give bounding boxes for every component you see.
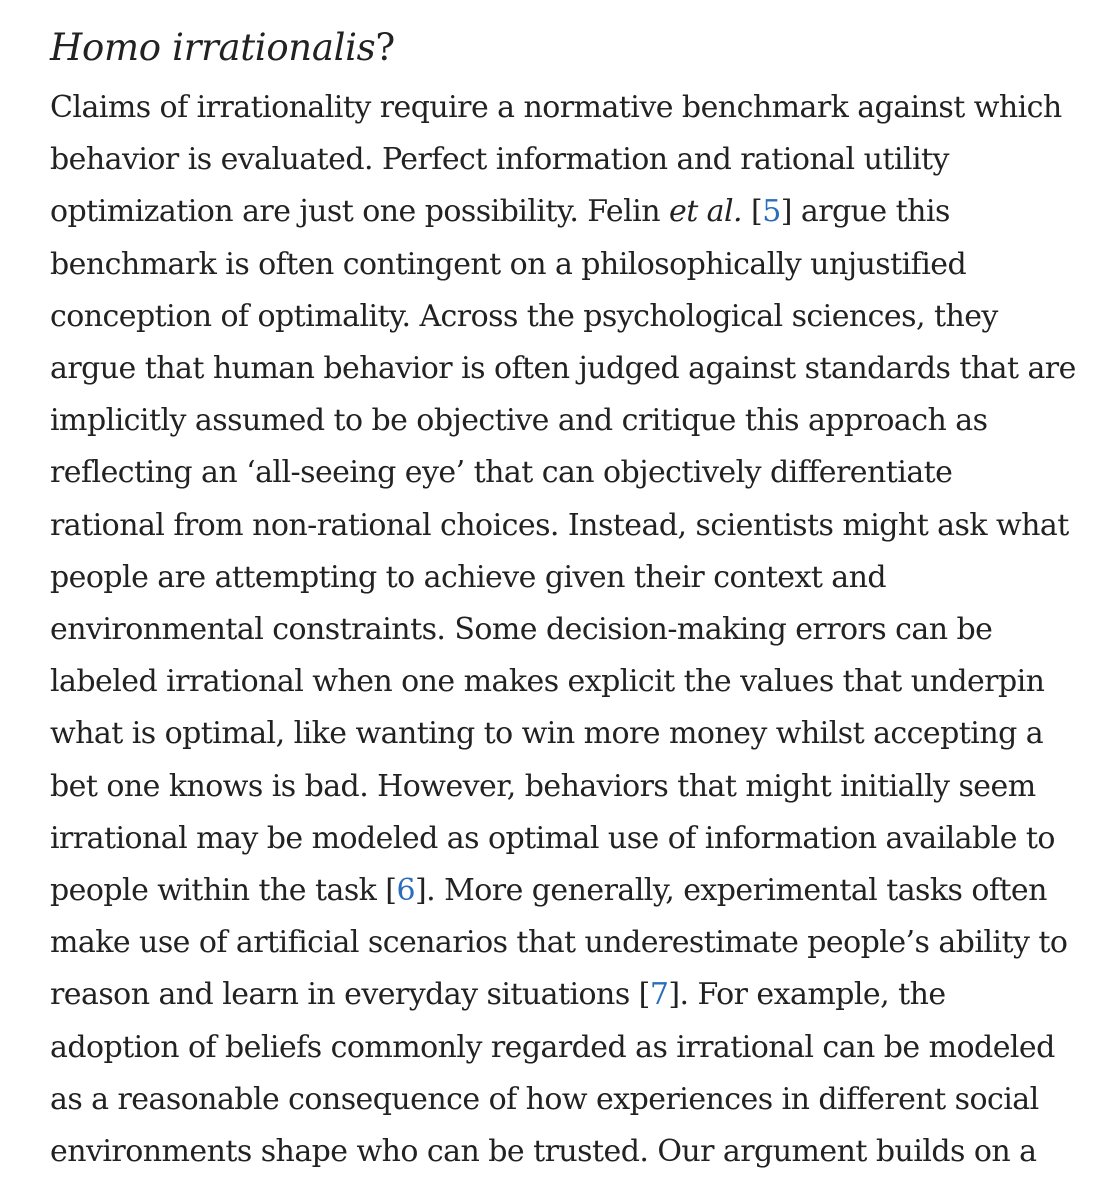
et-al-italic: et al.: [668, 194, 743, 230]
line-text: people within the task [: [50, 873, 397, 909]
line-text: ]. For example, the: [668, 977, 946, 1013]
body-paragraph: [50, 82, 1090, 1178]
paragraph-line: labeled irrational when one makes explicit the values that underpin: [50, 664, 1045, 700]
paragraph-line: Claims of irrationality require a normative benchmark against which: [50, 90, 1062, 125]
paragraph-line: reflecting an ‘all-seeing eye’ that can objectively differentiate: [50, 455, 953, 491]
paragraph-line: argue that human behavior is often judged against standards that are: [50, 351, 1076, 387]
reference-link-6[interactable]: 6: [396, 873, 415, 909]
paragraph-line: implicitly assumed to be objective and critique this approach as: [50, 403, 988, 439]
paragraph-line: [50, 969, 1090, 1021]
section-heading: [50, 22, 1090, 74]
paragraph-line: adoption of beliefs commonly regarded as irrational can be modeled: [50, 1029, 1055, 1065]
reference-link-7[interactable]: 7: [649, 977, 669, 1013]
line-text: optimization are just one possibility. Felin: [50, 194, 669, 230]
reference-link-5[interactable]: 5: [762, 194, 781, 230]
line-text: ]. More generally, experimental tasks often: [414, 873, 1047, 909]
paragraph-line: as a reasonable consequence of how experiences in different social: [50, 1081, 1039, 1117]
paragraph-line: environments shape who can be trusted. Our argument builds on a: [50, 1134, 1037, 1170]
paragraph-line: conception of optimality. Across the psychological sciences, they: [50, 298, 998, 334]
paragraph-line: bet one knows is bad. However, behaviors that might initially seem: [50, 768, 1036, 804]
paragraph-line: [50, 186, 1090, 238]
paragraph-line: rational from non-rational choices. Instead, scientists might ask what: [50, 507, 1069, 543]
paragraph-line: behavior is evaluated. Perfect information and rational utility: [50, 142, 949, 178]
paragraph-line: what is optimal, like wanting to win more money whilst accepting a: [50, 716, 1044, 752]
paragraph-line: [50, 865, 1090, 917]
paragraph-line: benchmark is often contingent on a philosophically unjustified: [50, 246, 967, 282]
line-text: ] argue this: [780, 194, 950, 230]
paragraph-line: make use of artificial scenarios that underestimate people’s ability to: [50, 925, 1068, 961]
paragraph-line: irrational may be modeled as optimal use of information available to: [50, 820, 1055, 856]
article-section: [50, 22, 1090, 1178]
section-title: Homo irrationalis: [50, 26, 376, 69]
line-text: reason and learn in everyday situations [: [50, 977, 650, 1013]
section-title-suffix: ?: [375, 26, 395, 69]
paragraph-line: environmental constraints. Some decision-making errors can be: [50, 612, 993, 648]
paragraph-line: people are attempting to achieve given their context and: [50, 559, 887, 595]
line-text: [: [742, 194, 763, 230]
